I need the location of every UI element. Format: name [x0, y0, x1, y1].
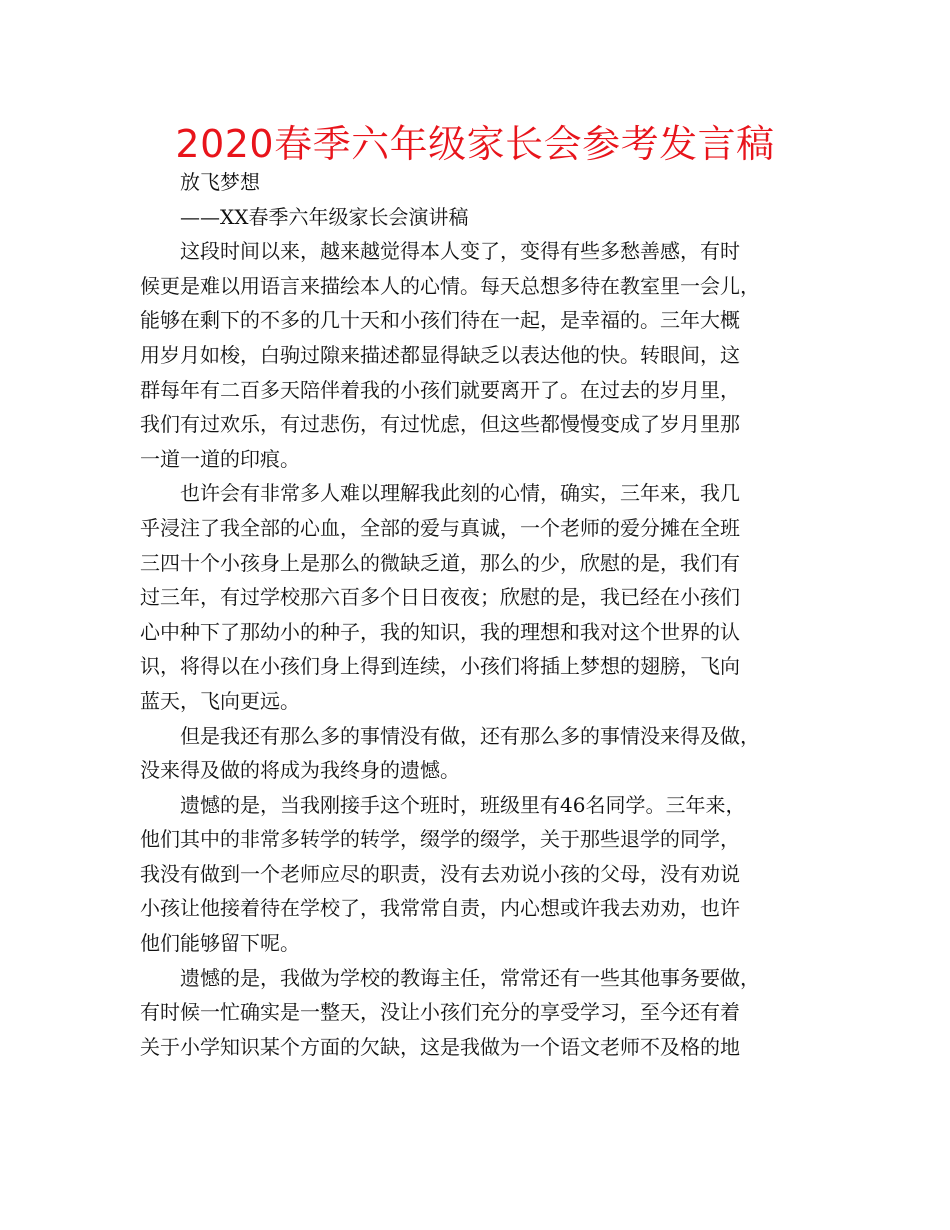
- text-line: 蓝天，飞向更远。: [140, 688, 300, 713]
- text-line: 遗憾的是，我做为学校的教诲主任，常常还有一些其他事务要做，: [180, 965, 760, 990]
- text-line: 有时候一忙确实是一整天，没让小孩们充分的享受学习，至今还有着: [140, 1000, 740, 1025]
- text-line: 心中种下了那幼小的种子，我的知识，我的理想和我对这个世界的认: [140, 619, 740, 644]
- text-line: 他们其中的非常多转学的转学，缀学的缀学，关于那些退学的同学，: [140, 827, 740, 852]
- text-line: 三四十个小孩身上是那么的微缺乏道，那么的少，欣慰的是，我们有: [140, 550, 740, 575]
- text-line: 识，将得以在小孩们身上得到连续，小孩们将插上梦想的翅膀，飞向: [140, 654, 740, 679]
- text-line: 我没有做到一个老师应尽的职责，没有去劝说小孩的父母，没有劝说: [140, 861, 740, 886]
- text-line: 没来得及做的将成为我终身的遗憾。: [140, 758, 460, 783]
- speech-paragraphs: [140, 234, 820, 1064]
- text-line: 我们有过欢乐，有过悲伤，有过忧虑，但这些都慢慢变成了岁月里那: [140, 412, 740, 437]
- text-line: 候更是难以用语言来描绘本人的心情。每天总想多待在教室里一会儿，: [140, 273, 760, 298]
- speech-byline: ——XX春季六年级家长会演讲稿: [180, 204, 469, 229]
- text-line: 小孩让他接着待在学校了，我常常自责，内心想或许我去劝劝，也许: [140, 896, 740, 921]
- document-title: 2020春季六年级家长会参考发言稿: [175, 122, 775, 166]
- text-line: 群每年有二百多天陪伴着我的小孩们就要离开了。在过去的岁月里，: [140, 377, 740, 402]
- text-line: 一道一道的印痕。: [140, 446, 300, 471]
- text-line: 过三年，有过学校那六百多个日日夜夜；欣慰的是，我已经在小孩们: [140, 585, 740, 610]
- text-line: 遗憾的是，当我刚接手这个班时，班级里有46名同学。三年来，: [180, 792, 746, 817]
- text-line: 他们能够留下呢。: [140, 931, 300, 956]
- text-line: 关于小学知识某个方面的欠缺，这是我做为一个语文老师不及格的地: [140, 1034, 740, 1059]
- text-line: 也许会有非常多人难以理解我此刻的心情，确实，三年来，我几: [180, 481, 740, 506]
- text-line: 乎浸注了我全部的心血，全部的爱与真诚，一个老师的爱分摊在全班: [140, 515, 740, 540]
- text-line: 这段时间以来，越来越觉得本人变了，变得有些多愁善感，有时: [180, 239, 740, 264]
- text-line: 但是我还有那么多的事情没有做，还有那么多的事情没来得及做，: [180, 723, 760, 748]
- speech-subtitle: 放飞梦想: [180, 170, 260, 194]
- text-line: 用岁月如梭，白驹过隙来描述都显得缺乏以表达他的快。转眼间，这: [140, 342, 740, 367]
- text-line: 能够在剩下的不多的几十天和小孩们待在一起，是幸福的。三年大概: [140, 308, 740, 333]
- document-body: [140, 165, 820, 1064]
